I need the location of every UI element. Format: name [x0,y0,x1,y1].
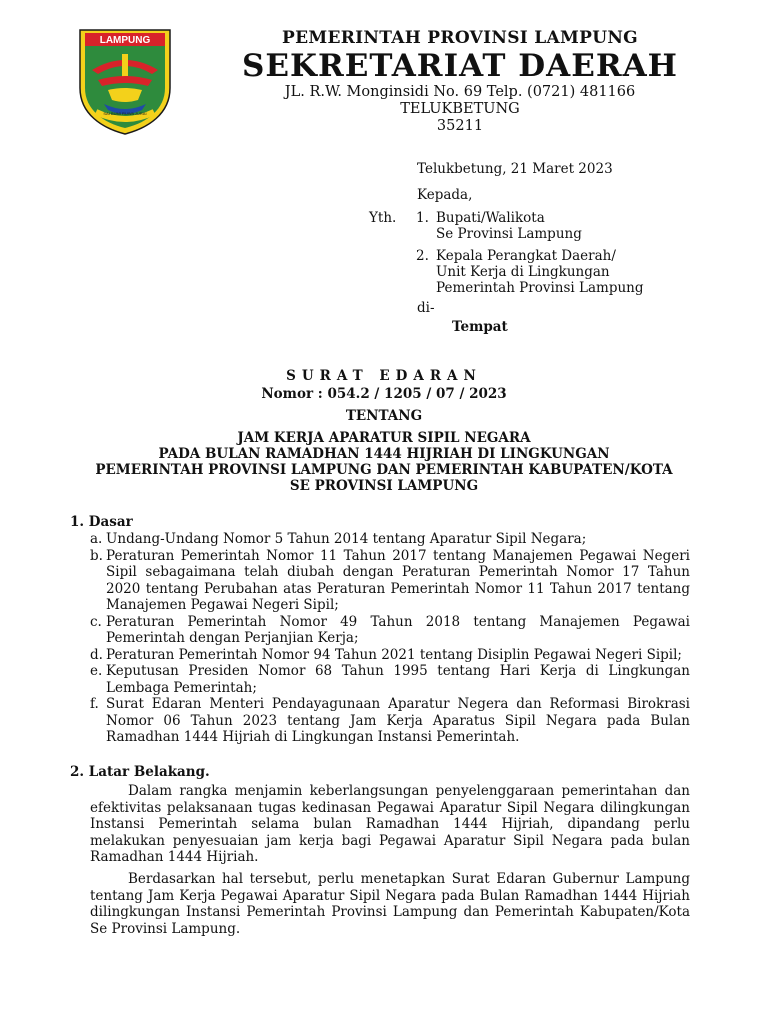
recipient-line: Unit Kerja di Lingkungan [436,264,610,280]
list-item [90,531,690,548]
recipient-line: Se Provinsi Lampung [436,226,582,242]
list-item [90,614,690,647]
document-number: Nomor : 054.2 / 1205 / 07 / 2023 [261,386,507,402]
recipient-number: 2. [416,248,429,264]
document-type: SURAT EDARAN [286,368,482,384]
list-text: Peraturan Pemerintah Nomor 11 Tahun 2017 tentang Manajemen Pegawai Negeri Sipil sebagaimana telah diubah dengan Peraturan Pemerintah Nomor 17 Tahun 2020 tentang Perubahan atas Peraturan Pemerintah Nomor 11 Tahun 2017 tentang Manajemen Pegawai Negeri Sipil; [106,547,690,613]
list-item [90,548,690,614]
letter-date: Telukbetung, 21 Maret 2023 [417,161,613,177]
org-top-title: PEMERINTAH PROVINSI LAMPUNG [281,28,638,48]
logo-text: LAMPUNG [99,35,151,46]
section-heading-latar-belakang: 2. Latar Belakang. [70,764,210,780]
subject-line: PEMERINTAH PROVINSI LAMPUNG DAN PEMERINTAH KABUPATEN/KOTA [95,462,673,478]
list-text: Surat Edaran Menteri Pendayagunaan Aparatur Negera dan Reformasi Birokrasi Nomor 06 Tahun 2023 tentang Jam Kerja Aparatus Sipil Negara pada Bulan Ramadhan 1444 Hijriah di Lingkungan Instansi Pemerintah. [106,696,690,745]
yth-label: Yth. [369,210,397,226]
section-heading-dasar: 1. Dasar [70,514,133,530]
address-line-1: JL. R.W. Monginsidi No. 69 Telp. (0721) 481166 [284,84,636,100]
subject-line: PADA BULAN RAMADHAN 1444 HIJRIAH DI LINGKUNGAN [158,446,610,462]
list-text: Undang-Undang Nomor 5 Tahun 2014 tentang Aparatur Sipil Negara; [106,531,587,547]
di-label: di- [417,300,435,316]
recipient-2 [416,248,696,298]
address-line-3: 35211 [436,118,484,134]
list-text: Peraturan Pemerintah Nomor 94 Tahun 2021 tentang Disiplin Pegawai Negeri Sipil; [106,646,682,663]
kepada-label: Kepada, [417,187,473,203]
paragraph: Berdasarkan hal tersebut, perlu menetapkan Surat Edaran Gubernur Lampung tentang Jam Kerja Pegawai Aparatur Sipil Negara pada Bulan Ramadhan 1444 Hijriah dilingkungan Instansi Pemerintah Provinsi Lampung dan Pemerintah Kabupaten/Kota Se Provinsi Lampung. [90,871,690,937]
paragraph: Dalam rangka menjamin keberlangsungan penyelenggaraan pemerintahan dan efektivitas pelaksanaan tugas kedinasan Pegawai Aparatur Sipil Negara dilingkungan Instansi Pemerintah selama bulan Ramadhan 1444 Hijriah, dipandang perlu melakukan penyesuaian jam kerja bagi Pegawai Aparatur Sipil Negara pada bulan Ramadhan 1444 Hijriah. [90,783,690,865]
list-label: f. [90,696,99,712]
subject-line: SE PROVINSI LAMPUNG [289,478,479,494]
list-item [90,696,690,746]
tempat-label: Tempat [452,319,508,335]
org-main-title: SEKRETARIAT DAERAH [242,48,678,84]
logo-motto: SAI BUMI RUWA JURAI [103,111,147,116]
org-address [180,84,740,135]
list-label: b. [90,547,103,564]
recipient-line: Kepala Perangkat Daerah/ [436,248,616,264]
list-item [90,663,690,696]
list-label: c. [90,613,102,630]
lampung-emblem-icon [78,28,172,136]
dasar-list [90,531,690,746]
recipient-line: Pemerintah Provinsi Lampung [436,280,644,296]
recipient-line: Bupati/Walikota [436,210,545,226]
recipient-1 [416,210,696,244]
list-item [90,647,690,664]
list-label: d. [90,646,103,663]
address-line-2: TELUKBETUNG [400,101,520,117]
list-label: e. [90,663,103,679]
list-text: Keputusan Presiden Nomor 68 Tahun 1995 tentang Hari Kerja di Lingkungan Lembaga Pemerintah; [106,663,690,696]
list-text: Peraturan Pemerintah Nomor 49 Tahun 2018 tentang Manajemen Pegawai Pemerintah dengan Perjanjian Kerja; [106,613,690,646]
tentang-label: TENTANG [345,408,423,424]
recipient-number: 1. [416,210,429,226]
subject-line: JAM KERJA APARATUR SIPIL NEGARA [237,430,531,446]
list-label: a. [90,531,103,547]
